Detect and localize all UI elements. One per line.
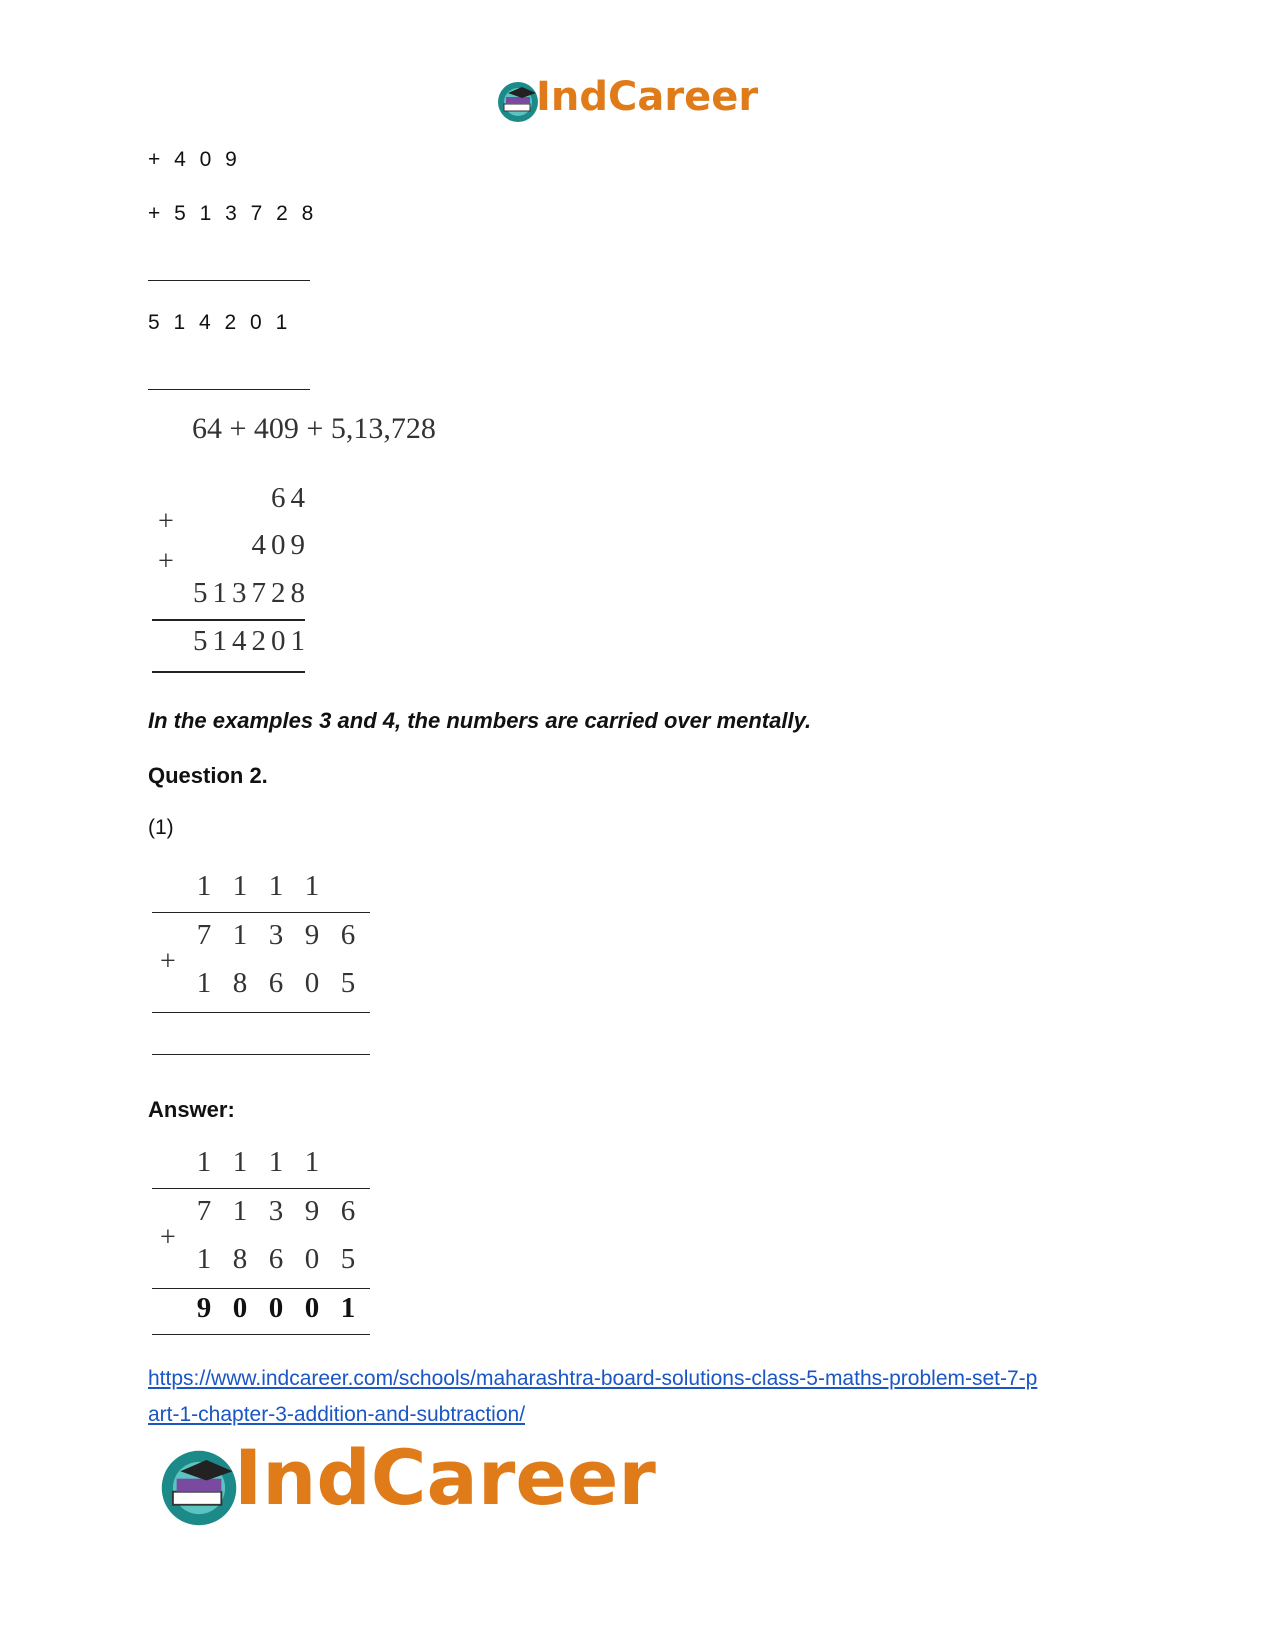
example-bottom-line — [152, 671, 305, 673]
example-sum-line — [152, 619, 305, 621]
digit: 1 — [196, 967, 212, 999]
digit: 6 — [268, 967, 284, 999]
example-sum: 514201 — [193, 625, 310, 657]
digit: 3 — [268, 919, 284, 951]
digit: 6 — [268, 1243, 284, 1275]
digit: 9 — [304, 1195, 320, 1227]
digit: 8 — [232, 967, 248, 999]
digit: 8 — [232, 1243, 248, 1275]
carry-digit: 1 — [268, 870, 284, 902]
book-globe-icon — [158, 1447, 240, 1529]
answer-label: Answer: — [148, 1097, 235, 1122]
plus-sign: + — [160, 1222, 176, 1253]
plus-sign: + — [158, 506, 174, 537]
sum-divider — [152, 1012, 370, 1013]
digit: 5 — [340, 1243, 356, 1275]
source-link[interactable] — [148, 1361, 1148, 1433]
digit: 3 — [268, 1195, 284, 1227]
question-part: (1) — [148, 816, 174, 839]
header-logo — [496, 74, 766, 128]
digit: 1 — [232, 1195, 248, 1227]
example-operand-1: 64 — [271, 482, 310, 514]
carry-digit: 1 — [304, 870, 320, 902]
example-operand-2: 409 — [251, 529, 310, 561]
digit: 7 — [196, 1195, 212, 1227]
answer-blank-line — [152, 1054, 370, 1055]
digit: 0 — [304, 1243, 320, 1275]
carry-digit: 1 — [232, 870, 248, 902]
intro-divider-2 — [148, 389, 310, 390]
answer-figure — [148, 1144, 378, 1334]
source-link-line-1[interactable]: https://www.indcareer.com/schools/maharashtra-board-solutions-class-5-maths-problem-set-7-p — [148, 1367, 1038, 1390]
carry-digit: 1 — [196, 1146, 212, 1178]
problem-figure — [148, 868, 378, 1058]
carry-row — [186, 1146, 330, 1179]
question-title: Question 2. — [148, 763, 268, 788]
sum-divider — [152, 1288, 370, 1289]
intro-line-2: + 5 1 3 7 2 8 — [148, 202, 318, 225]
addend-1 — [186, 1195, 366, 1228]
source-link-line-2[interactable]: art-1-chapter-3-addition-and-subtraction/ — [148, 1403, 526, 1426]
sum-digit: 0 — [304, 1292, 320, 1324]
sum-digit: 1 — [340, 1292, 356, 1324]
digit: 5 — [340, 967, 356, 999]
sum-digit: 0 — [268, 1292, 284, 1324]
intro-line-1: + 4 0 9 — [148, 148, 241, 171]
plus-sign: + — [160, 946, 176, 977]
logo-wordmark: IndCareer — [234, 1433, 656, 1522]
digit: 1 — [196, 1243, 212, 1275]
carry-row — [186, 870, 330, 903]
digit: 6 — [340, 919, 356, 951]
addend-2 — [186, 1243, 366, 1276]
intro-result: 5 1 4 2 0 1 — [148, 311, 292, 334]
sum-digit: 0 — [232, 1292, 248, 1324]
carry-divider — [152, 912, 370, 913]
addend-1 — [186, 919, 366, 952]
book-globe-icon — [496, 80, 540, 124]
example-operand-3: 513728 — [193, 577, 310, 609]
carry-digit: 1 — [232, 1146, 248, 1178]
plus-sign: + — [158, 546, 174, 577]
sum-digit: 9 — [196, 1292, 212, 1324]
sum-row — [186, 1292, 366, 1325]
footer-logo — [158, 1433, 698, 1533]
addend-2 — [186, 967, 366, 1000]
digit: 1 — [232, 919, 248, 951]
carry-digit: 1 — [268, 1146, 284, 1178]
carry-digit: 1 — [196, 870, 212, 902]
logo-wordmark: IndCareer — [536, 74, 759, 120]
digit: 6 — [340, 1195, 356, 1227]
example-figure — [148, 412, 448, 682]
carry-digit: 1 — [304, 1146, 320, 1178]
note-text: In the examples 3 and 4, the numbers are carried over mentally. — [148, 708, 812, 733]
answer-bottom-line — [152, 1334, 370, 1335]
carry-divider — [152, 1188, 370, 1189]
example-expression: 64 + 409 + 5,13,728 — [192, 412, 436, 445]
digit: 0 — [304, 967, 320, 999]
intro-divider-1 — [148, 280, 310, 281]
digit: 9 — [304, 919, 320, 951]
digit: 7 — [196, 919, 212, 951]
